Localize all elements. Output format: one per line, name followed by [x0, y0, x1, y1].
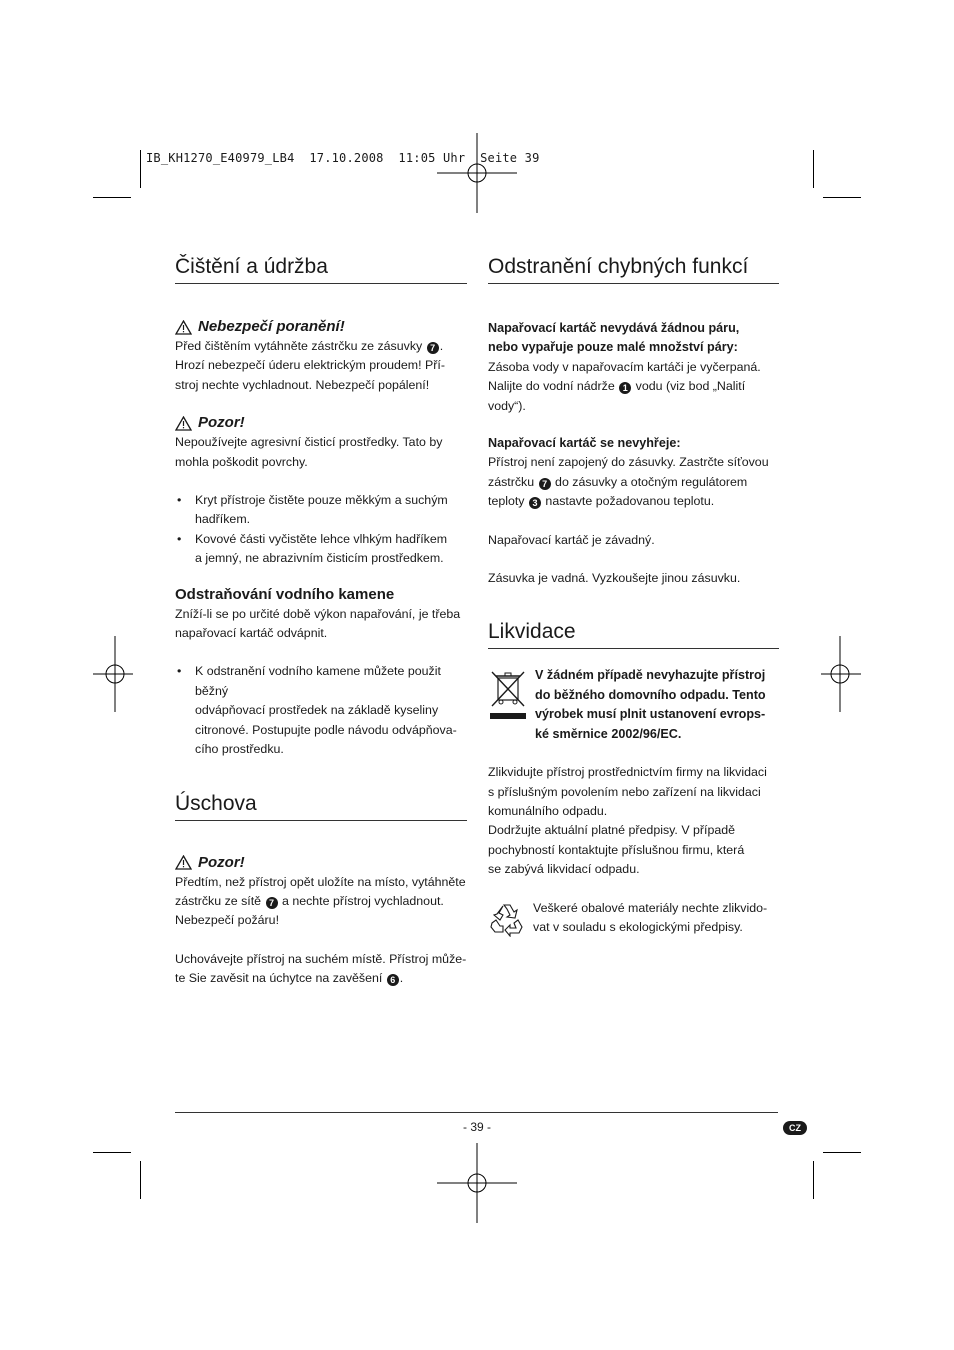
print-slug: IB_KH1270_E40979_LB4 17.10.2008 11:05 Uhr Seite 39	[146, 151, 540, 165]
text-line: Předtím, než přístroj opět uložíte na místo, vytáhněte	[175, 874, 466, 889]
warning-injury: Nebezpečí poranění! Před čištěním vytáhněte zástrčku ze zásuvky 7 . Hrozí nebezpečí úderu elektrickým proudem! Pří- stroj nechte vychladnout. Nebezpečí popálení!	[175, 317, 467, 395]
crop-mark	[93, 1152, 131, 1153]
text-line: Zásuvka je vadná. Vyzkoušejte jinou zásuvku.	[488, 571, 741, 586]
text-line: vat v souladu s ekologickými předpisy.	[533, 919, 743, 934]
text-line: komunálního odpadu.	[488, 803, 608, 818]
warning-triangle-icon	[175, 320, 192, 335]
section-title-disposal: Likvidace	[488, 619, 779, 649]
text-line: Přístroj není zapojený do zásuvky. Zastrčte síťovou	[488, 455, 769, 470]
text-line: Zníží-li se po určité době výkon napařování, je třeba	[175, 606, 461, 621]
text-line: s příslušným povolením nebo zařízení na likvidaci	[488, 784, 761, 799]
part-number-badge: 3	[529, 497, 541, 509]
crop-mark	[823, 1152, 861, 1153]
text-line: se zabývá likvidací odpadu.	[488, 862, 640, 877]
text-line: mohla poškodit povrchy.	[175, 454, 308, 469]
warning-title: Pozor!	[198, 853, 245, 871]
text-line: výrobek musí plnit ustanovení evrops-	[535, 707, 766, 722]
part-number-badge: 7	[539, 478, 551, 490]
right-column: Odstranění chybných funkcí Napařovací kartáč nevydává žádnou páru, nebo vypařuje pouze malé množství páry: Zásoba vody v napařovacím kartáči je vyčerpaná. Nalijte do vodní nádrže 1 vodu (viz bod „Nalití vody“). Napařovací kartáč se nevyhřeje: Přístroj není zapojený do zásuvky. Zastrčte síťovou zástrčku 7 do zásuvky a otočným regulátorem teploty 3 nastavte požadovanou teplotu. Napařovací kartáč je závadný. Zásuvka je vadná. Vyzkoušejte jinou zásuvku. Likvidace V žádném případě nevyhazujte přístroj do běžného domovního odpadu. Tento výrobek musí plnit ustanovení evrops- ké směrnice 2002/96/EC. Zlikvidujte přístroj prostřednictvím firmy na likvidaci s příslušným povolením nebo zařízení na likvidaci komunálního odpadu. Dodržujte aktuální platné předpisy. V případě pochybností kontaktujte příslušnou firmu, která se zabývá likvidací odpadu. Veškeré obalové materiály nechte zlikvido- vat v souladu s ekologickými předpisy.	[488, 254, 779, 937]
list-item: • K odstranění vodního kamene můžete použit běžný odvápňovací prostředek na základě kyseliny citronové. Postupujte podle návodu odvápňova- cího prostředku.	[177, 664, 457, 757]
text-line: Nebezpečí požáru!	[175, 913, 280, 928]
registration-mark-icon	[437, 1143, 517, 1223]
crop-mark	[140, 1161, 141, 1199]
recycling-icon	[488, 901, 526, 937]
text-line: Hrozí nebezpečí úderu elektrickým proudem! Pří-	[175, 358, 445, 373]
list-item: • Kryt přístroje čistěte pouze měkkým a suchým hadříkem.	[177, 493, 448, 527]
crop-mark	[813, 150, 814, 188]
warning-title: Nebezpečí poranění!	[198, 318, 345, 335]
registration-mark-icon	[93, 636, 133, 712]
problem-heading: Napařovací kartáč nevydává žádnou páru,	[488, 321, 740, 335]
crop-mark	[823, 197, 861, 198]
language-badge: CZ	[783, 1121, 807, 1135]
part-number-badge: 7	[427, 342, 439, 354]
section-title-storage: Úschova	[175, 791, 467, 821]
subsection-title-descaling: Odstraňování vodního kamene	[175, 585, 395, 603]
problem-heading: Napařovací kartáč se nevyhřeje:	[488, 436, 681, 451]
crop-mark	[813, 1161, 814, 1199]
warning-caution-storage: Pozor! Předtím, než přístroj opět uložíte na místo, vytáhněte zástrčku ze sítě 7 a nechte přístroj vychladnout. Nebezpečí požáru!	[175, 853, 467, 931]
text-line: V žádném případě nevyhazujte přístroj	[535, 668, 766, 683]
section-title-troubleshooting: Odstranění chybných funkcí	[488, 254, 779, 284]
part-number-badge: 6	[387, 974, 399, 986]
registration-mark-icon	[437, 133, 517, 213]
text-line: Napařovací kartáč je závadný.	[488, 532, 655, 547]
left-column: Čištění a údržba Nebezpečí poranění! Před čištěním vytáhněte zástrčku ze zásuvky 7 . Hrozí nebezpečí úderu elektrickým proudem! Pří- stroj nechte vychladnout. Nebezpečí popálení! Pozor! Nepoužívejte agresivní čisticí prostředky. Tato by mohla poškodit povrchy. • Kryt přístroje čistěte pouze měkkým a suchým hadříkem. • Kovové části vyčistěte lehce vlhkým hadříkem a jemný, ne abrazivním čisticím prostředkem. Odstraňování vodního kamene Zníží-li se po určité době výkon napařování, je třeba napařovací kartáč odvápnit. • K odstranění vodního kamene můžete použit běžný odvápňovací prostředek na základě kyseliny citronové. Postupujte podle návodu odvápňova- cího prostředku. Úschova Pozor! Předtím, než přístroj opět uložíte na místo, vytáhněte zástrčku ze sítě 7 a nechte přístroj vychladnout. Nebezpečí požáru! Uchovávejte přístroj na suchém místě. Přístroj může- te Sie zavěsit na úchytce na zavěšení 6 .	[175, 255, 467, 986]
page-number: - 39 -	[462, 1120, 491, 1134]
text-line: Zlikvidujte přístroj prostřednictvím firmy na likvidaci	[488, 765, 767, 780]
crop-mark	[140, 150, 141, 188]
warning-triangle-icon	[175, 416, 192, 431]
part-number-badge: 1	[619, 382, 631, 394]
bullet-list	[175, 491, 467, 569]
packaging-block	[488, 899, 779, 938]
section-title-cleaning: Čištění a údržba	[175, 254, 467, 284]
text-line: ké směrnice 2002/96/EC.	[535, 726, 682, 741]
crossed-out-bin-icon	[488, 668, 528, 724]
text-line: stroj nechte vychladnout. Nebezpečí popálení!	[175, 377, 430, 392]
text-line: Dodržujte aktuální platné předpisy. V případě	[488, 823, 736, 838]
problem-heading: nebo vypařuje pouze malé množství páry:	[488, 340, 738, 355]
part-number-badge: 7	[266, 897, 278, 909]
text-line: Zásoba vody v napařovacím kartáči je vyčerpaná.	[488, 359, 761, 374]
text-line: pochybností kontaktujte příslušnou firmu, která	[488, 842, 745, 857]
warning-caution	[175, 413, 467, 472]
footer-divider	[175, 1112, 778, 1113]
text-line: Nepoužívejte agresivní čisticí prostředky. Tato by	[175, 435, 443, 450]
crop-mark	[93, 197, 131, 198]
weee-block	[488, 666, 779, 744]
bullet-list	[175, 662, 467, 759]
text-line: Před čištěním vytáhněte zástrčku ze zásuvky	[175, 339, 423, 353]
list-item: • Kovové části vyčistěte lehce vlhkým hadříkem a jemný, ne abrazivním čisticím prostředkem.	[177, 531, 448, 566]
warning-triangle-icon	[175, 855, 192, 870]
warning-title: Pozor!	[198, 414, 245, 432]
text-line: vody“).	[488, 398, 526, 413]
text-line: Uchovávejte přístroj na suchém místě. Přístroj může-	[175, 951, 467, 966]
registration-mark-icon	[821, 636, 861, 712]
text-line: Veškeré obalové materiály nechte zlikvido-	[533, 900, 768, 915]
text-line: do běžného domovního odpadu. Tento	[535, 687, 766, 702]
text-line: napařovací kartáč odvápnit.	[175, 626, 328, 641]
